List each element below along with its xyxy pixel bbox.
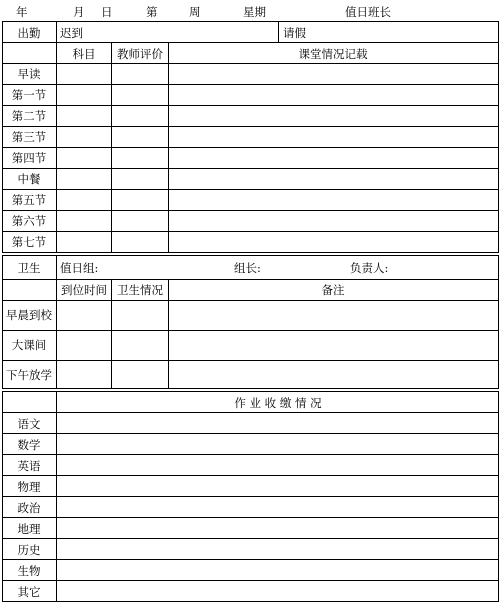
period-label: 第三节 [11,130,47,144]
grid-line [2,21,3,252]
grid-line [2,538,499,539]
grid-line [2,388,499,389]
grid-line [2,255,499,256]
hygiene-time-label: 早晨到校 [6,308,52,322]
column-hygiene-status: 卫生情况 [117,283,163,297]
grid-line [2,126,499,127]
homework-subject: 生物 [17,564,41,578]
grid-line [168,279,169,388]
column-arrival-time: 到位时间 [61,283,107,297]
grid-line [2,601,499,602]
grid-line [56,21,57,252]
header-year: 年 [16,5,28,19]
grid-line [2,42,499,43]
period-label: 第四节 [11,151,47,165]
grid-line [498,391,499,602]
hygiene-leader: 组长: [234,261,261,275]
grid-line [168,42,169,252]
grid-line [2,63,499,64]
column-subject: 科目 [72,47,96,61]
period-label: 第五节 [11,193,47,207]
header-week-suffix: 周 [189,5,201,19]
homework-subject: 地理 [17,522,41,536]
grid-line [2,21,499,22]
header-weekday: 星期 [243,5,266,19]
grid-line [2,454,499,455]
grid-line [2,517,499,518]
grid-line [2,330,499,331]
header-monitor: 值日班长 [345,5,391,19]
hygiene-responsible: 负责人: [350,261,389,275]
grid-line [2,300,499,301]
grid-line [2,391,3,602]
period-label: 第七节 [11,235,47,249]
grid-line [2,252,499,253]
grid-line [2,210,499,211]
homework-subject: 其它 [17,585,41,599]
grid-line [111,279,112,388]
header-week-prefix: 第 [146,5,158,19]
hygiene-time-label: 大课间 [11,338,47,352]
homework-subject: 语文 [17,417,41,431]
attendance-leave: 请假 [283,26,306,40]
period-label: 中餐 [17,172,41,186]
grid-line [498,255,499,388]
homework-subject: 政治 [17,501,41,515]
grid-line [2,279,499,280]
homework-subject: 英语 [17,459,41,473]
grid-line [2,475,499,476]
header-month: 月 [73,5,85,19]
period-label: 第一节 [11,88,47,102]
column-teacher-evaluation: 教师评价 [117,47,163,61]
grid-line [2,189,499,190]
grid-line [56,255,57,388]
header-day: 日 [101,5,113,19]
hygiene-time-label: 下午放学 [6,368,52,382]
column-remarks: 备注 [321,283,345,297]
grid-line [498,21,499,252]
grid-line [2,231,499,232]
grid-line [278,21,279,42]
period-label: 第二节 [11,109,47,123]
period-label: 第六节 [11,214,47,228]
grid-line [2,360,499,361]
grid-line [2,105,499,106]
grid-line [2,412,499,413]
grid-line [2,559,499,560]
homework-subject: 物理 [17,480,41,494]
attendance-late: 迟到 [60,26,83,40]
homework-subject: 数学 [17,438,41,452]
hygiene-label: 卫生 [17,261,41,275]
grid-line [2,84,499,85]
homework-subject: 历史 [17,543,41,557]
grid-line [2,391,499,392]
grid-line [2,147,499,148]
grid-line [2,255,3,388]
attendance-label: 出勤 [17,26,41,40]
grid-line [2,580,499,581]
hygiene-duty-group: 值日组: [60,261,99,275]
grid-line [111,42,112,252]
grid-line [2,168,499,169]
column-class-notes: 课堂情况记载 [298,47,368,61]
grid-line [2,433,499,434]
grid-line [56,391,57,602]
homework-title: 作 业 收 缴 情 况 [234,396,322,410]
period-label: 早读 [17,67,41,81]
grid-line [2,496,499,497]
